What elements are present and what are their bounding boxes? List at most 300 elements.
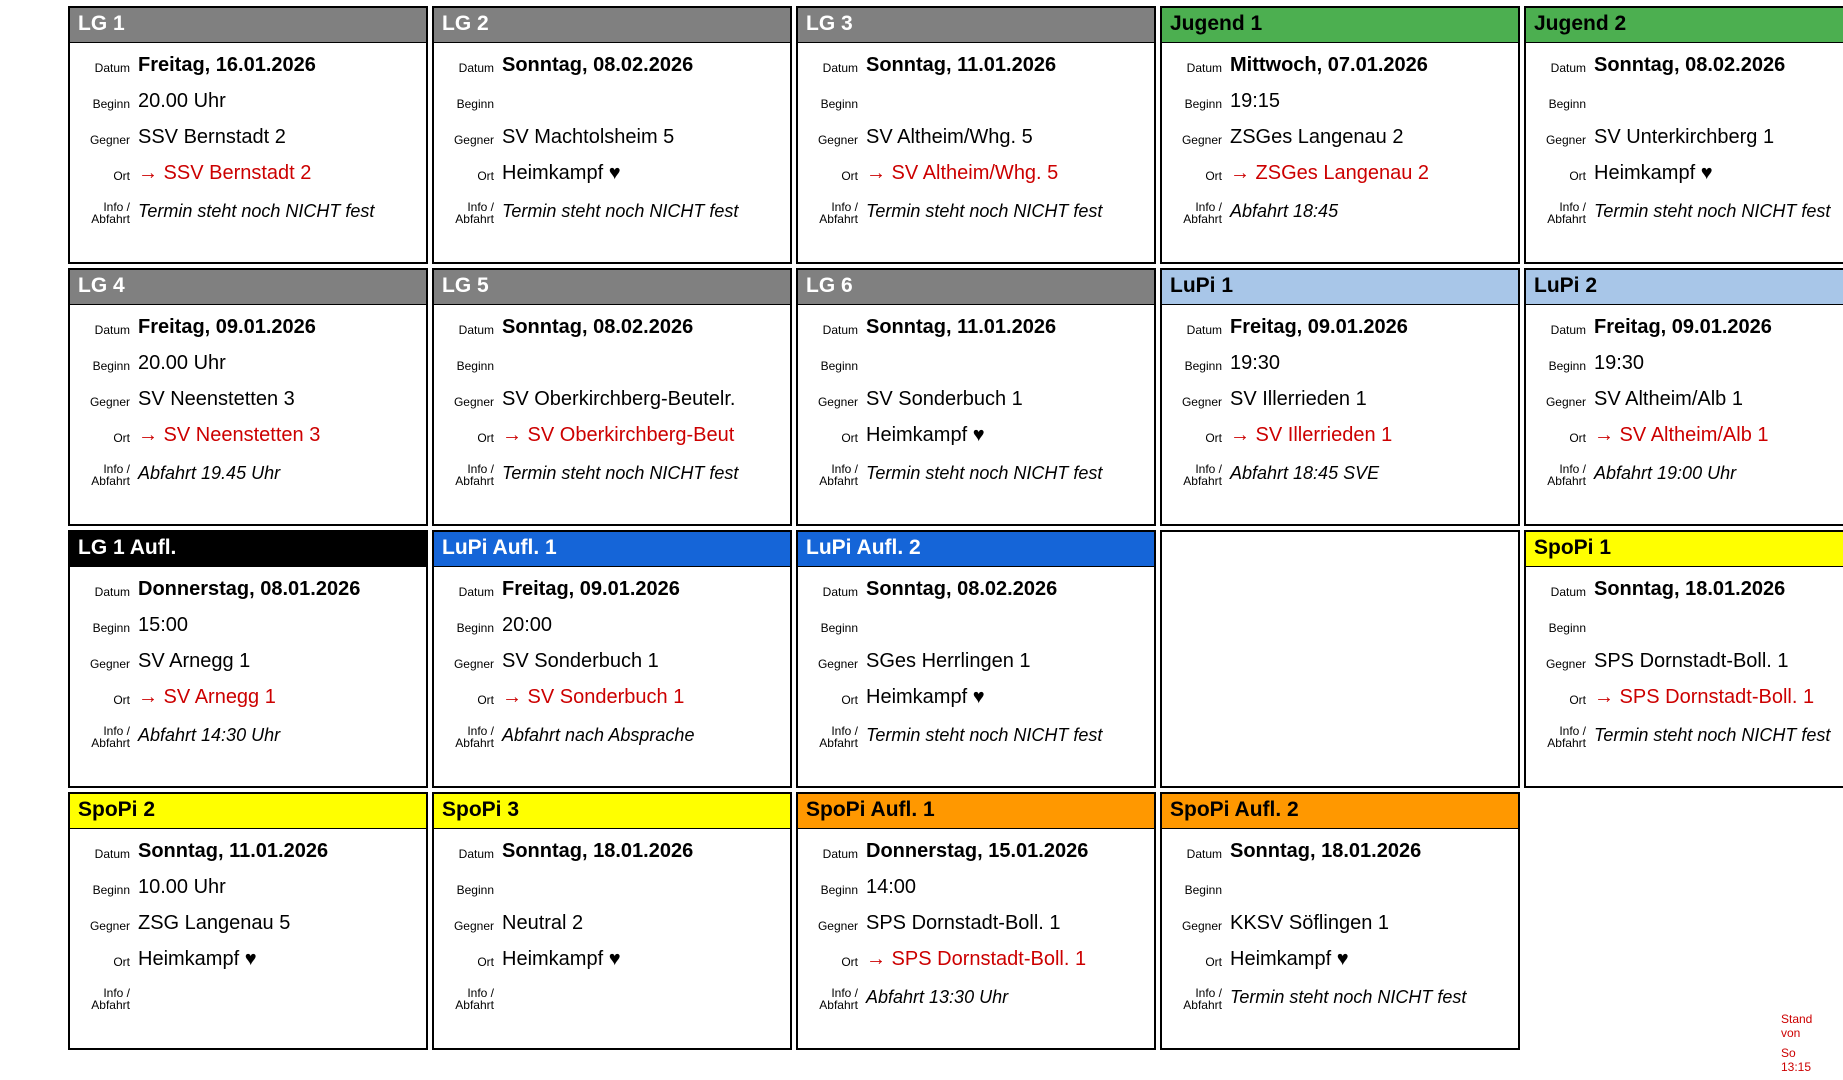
value-info: Termin steht noch NICHT fest bbox=[502, 463, 739, 483]
label-info: Info / bbox=[467, 462, 494, 476]
match-card bbox=[432, 530, 792, 788]
value-gegner: SPS Dornstadt-Boll. 1 bbox=[1594, 650, 1789, 672]
value-gegner: ZSGes Langenau 2 bbox=[1230, 126, 1404, 148]
value-gegner: SV Arnegg 1 bbox=[138, 650, 251, 672]
label-gegner: Gegner bbox=[453, 919, 494, 933]
label-info-abfahrt bbox=[798, 187, 864, 225]
label-abfahrt: Abfahrt bbox=[1183, 998, 1222, 1012]
field-row-beginn bbox=[798, 865, 1154, 901]
field-row-datum bbox=[798, 567, 1154, 603]
value-datum: Donnerstag, 08.01.2026 bbox=[138, 578, 361, 600]
value-datum: Mittwoch, 07.01.2026 bbox=[1230, 54, 1428, 76]
value-beginn bbox=[864, 375, 1154, 377]
field-row-info bbox=[798, 187, 1154, 233]
value-datum: Freitag, 09.01.2026 bbox=[1230, 316, 1408, 338]
field-row-ort bbox=[434, 937, 790, 973]
field-row-gegner bbox=[798, 901, 1154, 937]
label-info-abfahrt bbox=[70, 449, 136, 487]
label-gegner: Gegner bbox=[89, 657, 130, 671]
label-beginn: Beginn bbox=[820, 621, 858, 635]
field-row-ort bbox=[70, 413, 426, 449]
field-row-gegner bbox=[798, 639, 1154, 675]
label-info: Info / bbox=[1559, 200, 1586, 214]
value-ort: → SV Sonderbuch 1 bbox=[502, 686, 685, 708]
label-abfahrt: Abfahrt bbox=[455, 212, 494, 226]
value-info: Termin steht noch NICHT fest bbox=[866, 725, 1103, 745]
field-row-info bbox=[70, 973, 426, 1019]
value-ort: → SV Arnegg 1 bbox=[138, 686, 276, 708]
label-ort: Ort bbox=[1205, 431, 1222, 445]
value-gegner: SV Altheim/Whg. 5 bbox=[866, 126, 1033, 148]
match-card-title: LG 1 Aufl. bbox=[70, 532, 426, 567]
value-gegner: SV Sonderbuch 1 bbox=[502, 650, 659, 672]
value-info: Termin steht noch NICHT fest bbox=[1230, 987, 1467, 1007]
field-row-info bbox=[798, 711, 1154, 757]
field-row-info bbox=[1526, 187, 1843, 233]
match-card-title: LuPi 2 bbox=[1526, 270, 1843, 305]
value-ort: → SV Altheim/Alb 1 bbox=[1594, 424, 1769, 446]
label-gegner: Gegner bbox=[817, 657, 858, 671]
value-datum: Donnerstag, 15.01.2026 bbox=[866, 840, 1089, 862]
stand-line-4: 13:15 bbox=[1781, 1060, 1812, 1074]
value-ort: → SV Illerrieden 1 bbox=[1230, 424, 1393, 446]
value-gegner: SV Neenstetten 3 bbox=[138, 388, 295, 410]
field-row-beginn bbox=[798, 603, 1154, 639]
match-card-fields bbox=[798, 305, 1154, 495]
field-row-gegner bbox=[1162, 901, 1518, 937]
match-card bbox=[68, 268, 428, 526]
value-info bbox=[500, 973, 790, 987]
field-row-datum bbox=[798, 43, 1154, 79]
label-datum: Datum bbox=[458, 61, 494, 75]
label-ort: Ort bbox=[1569, 693, 1586, 707]
match-card-fields bbox=[1526, 305, 1843, 495]
field-row-gegner bbox=[1526, 115, 1843, 151]
match-card bbox=[1160, 6, 1520, 264]
schedule-grid bbox=[68, 6, 1843, 1050]
label-abfahrt: Abfahrt bbox=[1183, 474, 1222, 488]
value-ort: Heimkampf ♥ bbox=[866, 424, 985, 446]
field-row-ort bbox=[798, 675, 1154, 711]
label-ort: Ort bbox=[477, 431, 494, 445]
value-beginn: 20.00 Uhr bbox=[138, 90, 226, 112]
value-gegner: SV Unterkirchberg 1 bbox=[1594, 126, 1775, 148]
label-ort: Ort bbox=[113, 955, 130, 969]
label-abfahrt: Abfahrt bbox=[819, 212, 858, 226]
label-datum: Datum bbox=[1550, 61, 1586, 75]
label-ort: Ort bbox=[841, 169, 858, 183]
label-beginn: Beginn bbox=[1184, 97, 1222, 111]
label-info: Info / bbox=[103, 986, 130, 1000]
field-row-info bbox=[434, 973, 790, 1019]
value-datum: Freitag, 09.01.2026 bbox=[138, 316, 316, 338]
field-row-info bbox=[70, 187, 426, 233]
label-info: Info / bbox=[1559, 462, 1586, 476]
label-info: Info / bbox=[831, 724, 858, 738]
value-beginn bbox=[864, 113, 1154, 115]
value-ort: Heimkampf ♥ bbox=[1230, 948, 1349, 970]
label-beginn: Beginn bbox=[820, 883, 858, 897]
field-row-info bbox=[1162, 187, 1518, 233]
label-datum: Datum bbox=[1186, 61, 1222, 75]
value-gegner: SSV Bernstadt 2 bbox=[138, 126, 286, 148]
label-info-abfahrt bbox=[1526, 187, 1592, 225]
value-datum: Freitag, 09.01.2026 bbox=[1594, 316, 1772, 338]
match-card-title: LuPi Aufl. 1 bbox=[434, 532, 790, 567]
field-row-beginn bbox=[434, 603, 790, 639]
stand-line-2: von bbox=[1781, 1026, 1801, 1040]
field-row-beginn bbox=[70, 341, 426, 377]
label-info-abfahrt bbox=[798, 449, 864, 487]
label-beginn: Beginn bbox=[92, 97, 130, 111]
label-gegner: Gegner bbox=[89, 133, 130, 147]
match-card-fields bbox=[1162, 305, 1518, 495]
label-datum: Datum bbox=[458, 847, 494, 861]
value-datum: Sonntag, 18.01.2026 bbox=[502, 840, 694, 862]
label-gegner: Gegner bbox=[1545, 133, 1586, 147]
match-card bbox=[1524, 268, 1843, 526]
value-beginn: 19:15 bbox=[1230, 90, 1281, 112]
value-datum: Sonntag, 11.01.2026 bbox=[138, 840, 329, 862]
field-row-beginn bbox=[1526, 341, 1843, 377]
label-datum: Datum bbox=[458, 323, 494, 337]
label-beginn: Beginn bbox=[456, 359, 494, 373]
field-row-beginn bbox=[1162, 79, 1518, 115]
field-row-datum bbox=[70, 829, 426, 865]
field-row-ort bbox=[434, 413, 790, 449]
label-abfahrt: Abfahrt bbox=[1547, 474, 1586, 488]
match-card-title: LG 4 bbox=[70, 270, 426, 305]
label-gegner: Gegner bbox=[1545, 657, 1586, 671]
match-card-title: LG 6 bbox=[798, 270, 1154, 305]
value-beginn: 10.00 Uhr bbox=[138, 876, 226, 898]
value-ort: → SSV Bernstadt 2 bbox=[138, 162, 312, 184]
label-info-abfahrt bbox=[70, 973, 136, 1011]
value-gegner: SV Altheim/Alb 1 bbox=[1594, 388, 1743, 410]
field-row-gegner bbox=[1162, 377, 1518, 413]
match-card bbox=[796, 268, 1156, 526]
label-ort: Ort bbox=[477, 169, 494, 183]
value-datum: Sonntag, 18.01.2026 bbox=[1594, 578, 1786, 600]
value-info: Abfahrt 19.45 Uhr bbox=[138, 463, 281, 483]
field-row-datum bbox=[798, 829, 1154, 865]
label-info-abfahrt bbox=[434, 187, 500, 225]
field-row-ort bbox=[1162, 937, 1518, 973]
label-info-abfahrt bbox=[798, 973, 864, 1011]
value-ort: → SV Oberkirchberg-Beut bbox=[502, 424, 735, 446]
value-datum: Sonntag, 08.02.2026 bbox=[502, 54, 694, 76]
field-row-gegner bbox=[434, 639, 790, 675]
label-info: Info / bbox=[831, 462, 858, 476]
field-row-info bbox=[434, 711, 790, 757]
label-gegner: Gegner bbox=[1181, 133, 1222, 147]
field-row-gegner bbox=[434, 115, 790, 151]
field-row-info bbox=[70, 449, 426, 495]
field-row-info bbox=[1526, 449, 1843, 495]
match-card-fields bbox=[70, 43, 426, 233]
value-info: Abfahrt nach Absprache bbox=[502, 725, 695, 745]
match-card bbox=[1524, 6, 1843, 264]
value-ort: → SPS Dornstadt-Boll. 1 bbox=[866, 948, 1087, 970]
label-info: Info / bbox=[467, 986, 494, 1000]
label-ort: Ort bbox=[1569, 169, 1586, 183]
match-card bbox=[68, 530, 428, 788]
stand-line-1: Stand bbox=[1781, 1012, 1813, 1026]
label-info-abfahrt bbox=[1162, 973, 1228, 1011]
value-gegner: SV Illerrieden 1 bbox=[1230, 388, 1367, 410]
label-datum: Datum bbox=[1186, 323, 1222, 337]
label-beginn: Beginn bbox=[820, 97, 858, 111]
field-row-beginn bbox=[70, 79, 426, 115]
value-beginn bbox=[1228, 899, 1518, 901]
field-row-gegner bbox=[70, 639, 426, 675]
value-ort: Heimkampf ♥ bbox=[1594, 162, 1713, 184]
value-gegner: Neutral 2 bbox=[502, 912, 584, 934]
label-gegner: Gegner bbox=[1545, 395, 1586, 409]
match-card-title: SpoPi 3 bbox=[434, 794, 790, 829]
match-card bbox=[68, 792, 428, 1050]
match-card bbox=[432, 6, 792, 264]
label-datum: Datum bbox=[822, 61, 858, 75]
label-info: Info / bbox=[831, 200, 858, 214]
field-row-beginn bbox=[1162, 341, 1518, 377]
label-info-abfahrt bbox=[1526, 449, 1592, 487]
label-info-abfahrt bbox=[1162, 449, 1228, 487]
label-ort: Ort bbox=[113, 169, 130, 183]
match-card-title: SpoPi 2 bbox=[70, 794, 426, 829]
label-datum: Datum bbox=[458, 585, 494, 599]
match-card-empty bbox=[1160, 530, 1520, 788]
label-datum: Datum bbox=[94, 323, 130, 337]
field-row-beginn bbox=[798, 79, 1154, 115]
label-datum: Datum bbox=[822, 847, 858, 861]
label-info-abfahrt bbox=[70, 711, 136, 749]
field-row-datum bbox=[434, 43, 790, 79]
value-info: Termin steht noch NICHT fest bbox=[502, 201, 739, 221]
label-ort: Ort bbox=[841, 431, 858, 445]
match-card-fields bbox=[434, 829, 790, 1019]
label-beginn: Beginn bbox=[820, 359, 858, 373]
label-abfahrt: Abfahrt bbox=[1547, 212, 1586, 226]
match-card-title: Jugend 2 bbox=[1526, 8, 1843, 43]
label-ort: Ort bbox=[1205, 955, 1222, 969]
label-ort: Ort bbox=[841, 693, 858, 707]
value-ort: Heimkampf ♥ bbox=[866, 686, 985, 708]
match-card bbox=[796, 530, 1156, 788]
label-abfahrt: Abfahrt bbox=[455, 474, 494, 488]
value-info bbox=[136, 973, 426, 987]
label-info: Info / bbox=[103, 724, 130, 738]
field-row-gegner bbox=[1162, 115, 1518, 151]
label-ort: Ort bbox=[113, 431, 130, 445]
field-row-beginn bbox=[1526, 603, 1843, 639]
label-beginn: Beginn bbox=[92, 359, 130, 373]
label-info-abfahrt bbox=[434, 711, 500, 749]
value-beginn bbox=[500, 375, 790, 377]
label-info: Info / bbox=[103, 462, 130, 476]
field-row-datum bbox=[70, 43, 426, 79]
value-gegner: KKSV Söflingen 1 bbox=[1230, 912, 1389, 934]
match-card-title: LG 2 bbox=[434, 8, 790, 43]
label-info-abfahrt bbox=[434, 973, 500, 1011]
match-card-title: LuPi Aufl. 2 bbox=[798, 532, 1154, 567]
value-beginn bbox=[1592, 637, 1843, 639]
value-datum: Sonntag, 11.01.2026 bbox=[866, 316, 1057, 338]
label-beginn: Beginn bbox=[92, 621, 130, 635]
match-card-fields bbox=[434, 567, 790, 757]
field-row-gegner bbox=[1526, 377, 1843, 413]
field-row-gegner bbox=[798, 115, 1154, 151]
value-datum: Freitag, 09.01.2026 bbox=[502, 578, 680, 600]
value-gegner: SV Sonderbuch 1 bbox=[866, 388, 1023, 410]
label-beginn: Beginn bbox=[456, 883, 494, 897]
field-row-datum bbox=[1162, 305, 1518, 341]
field-row-info bbox=[1526, 711, 1843, 757]
field-row-ort bbox=[434, 151, 790, 187]
label-abfahrt: Abfahrt bbox=[819, 736, 858, 750]
match-card-fields bbox=[70, 829, 426, 1019]
label-info-abfahrt bbox=[1526, 711, 1592, 749]
value-info: Termin steht noch NICHT fest bbox=[866, 463, 1103, 483]
value-ort: → ZSGes Langenau 2 bbox=[1230, 162, 1430, 184]
field-row-ort bbox=[798, 413, 1154, 449]
match-card-title: LG 5 bbox=[434, 270, 790, 305]
match-card-title: LuPi 1 bbox=[1162, 270, 1518, 305]
value-ort: Heimkampf ♥ bbox=[138, 948, 257, 970]
label-gegner: Gegner bbox=[89, 395, 130, 409]
field-row-gegner bbox=[798, 377, 1154, 413]
field-row-ort bbox=[70, 675, 426, 711]
match-card bbox=[796, 6, 1156, 264]
field-row-ort bbox=[1526, 151, 1843, 187]
field-row-datum bbox=[1526, 43, 1843, 79]
match-card bbox=[796, 792, 1156, 1050]
status-stand bbox=[1781, 1012, 1841, 1074]
label-ort: Ort bbox=[113, 693, 130, 707]
match-card-fields bbox=[798, 567, 1154, 757]
value-beginn bbox=[1592, 113, 1843, 115]
label-info: Info / bbox=[831, 986, 858, 1000]
match-card-fields bbox=[1526, 43, 1843, 233]
value-datum: Sonntag, 08.02.2026 bbox=[502, 316, 694, 338]
value-info: Abfahrt 13:30 Uhr bbox=[866, 987, 1009, 1007]
label-beginn: Beginn bbox=[456, 621, 494, 635]
label-beginn: Beginn bbox=[1184, 883, 1222, 897]
field-row-beginn bbox=[798, 341, 1154, 377]
field-row-datum bbox=[434, 305, 790, 341]
match-card-fields bbox=[70, 567, 426, 757]
label-info: Info / bbox=[1195, 462, 1222, 476]
match-card-title: SpoPi 1 bbox=[1526, 532, 1843, 567]
label-abfahrt: Abfahrt bbox=[1547, 736, 1586, 750]
field-row-datum bbox=[70, 567, 426, 603]
label-info: Info / bbox=[467, 724, 494, 738]
match-card-fields bbox=[798, 43, 1154, 233]
field-row-beginn bbox=[70, 865, 426, 901]
value-beginn: 19:30 bbox=[1230, 352, 1281, 374]
label-datum: Datum bbox=[1186, 847, 1222, 861]
value-beginn: 15:00 bbox=[138, 614, 189, 636]
value-info: Abfahrt 19:00 Uhr bbox=[1594, 463, 1737, 483]
label-info: Info / bbox=[1559, 724, 1586, 738]
field-row-ort bbox=[798, 937, 1154, 973]
label-gegner: Gegner bbox=[453, 657, 494, 671]
field-row-gegner bbox=[70, 377, 426, 413]
value-gegner: SPS Dornstadt-Boll. 1 bbox=[866, 912, 1061, 934]
label-abfahrt: Abfahrt bbox=[1183, 212, 1222, 226]
field-row-info bbox=[70, 711, 426, 757]
label-beginn: Beginn bbox=[1548, 97, 1586, 111]
match-card-fields bbox=[1526, 567, 1843, 757]
field-row-datum bbox=[434, 567, 790, 603]
value-beginn bbox=[864, 637, 1154, 639]
label-info-abfahrt bbox=[1162, 187, 1228, 225]
field-row-ort bbox=[1526, 675, 1843, 711]
label-info-abfahrt bbox=[798, 711, 864, 749]
label-abfahrt: Abfahrt bbox=[91, 998, 130, 1012]
label-beginn: Beginn bbox=[92, 883, 130, 897]
field-row-beginn bbox=[70, 603, 426, 639]
value-info: Termin steht noch NICHT fest bbox=[1594, 201, 1831, 221]
match-card-title: LG 3 bbox=[798, 8, 1154, 43]
value-ort: → SPS Dornstadt-Boll. 1 bbox=[1594, 686, 1815, 708]
field-row-gegner bbox=[434, 377, 790, 413]
label-abfahrt: Abfahrt bbox=[819, 998, 858, 1012]
match-card-title: Jugend 1 bbox=[1162, 8, 1518, 43]
label-beginn: Beginn bbox=[456, 97, 494, 111]
label-abfahrt: Abfahrt bbox=[455, 736, 494, 750]
value-ort: → SV Neenstetten 3 bbox=[138, 424, 321, 446]
value-beginn bbox=[500, 899, 790, 901]
value-info: Termin steht noch NICHT fest bbox=[1594, 725, 1831, 745]
field-row-gegner bbox=[70, 901, 426, 937]
field-row-beginn bbox=[434, 79, 790, 115]
match-card bbox=[1160, 268, 1520, 526]
label-info-abfahrt bbox=[434, 449, 500, 487]
value-info: Abfahrt 18:45 SVE bbox=[1230, 463, 1380, 483]
value-ort: Heimkampf ♥ bbox=[502, 162, 621, 184]
label-abfahrt: Abfahrt bbox=[91, 212, 130, 226]
field-row-datum bbox=[1162, 43, 1518, 79]
label-ort: Ort bbox=[841, 955, 858, 969]
value-beginn: 14:00 bbox=[866, 876, 917, 898]
field-row-beginn bbox=[434, 341, 790, 377]
field-row-info bbox=[798, 973, 1154, 1019]
label-abfahrt: Abfahrt bbox=[91, 736, 130, 750]
field-row-ort bbox=[1526, 413, 1843, 449]
value-beginn bbox=[500, 113, 790, 115]
label-datum: Datum bbox=[822, 585, 858, 599]
label-abfahrt: Abfahrt bbox=[91, 474, 130, 488]
match-card-fields bbox=[798, 829, 1154, 1019]
value-datum: Sonntag, 08.02.2026 bbox=[1594, 54, 1786, 76]
field-row-ort bbox=[70, 937, 426, 973]
label-gegner: Gegner bbox=[1181, 919, 1222, 933]
value-gegner: SGes Herrlingen 1 bbox=[866, 650, 1031, 672]
field-row-ort bbox=[70, 151, 426, 187]
match-card-fields bbox=[434, 43, 790, 233]
label-gegner: Gegner bbox=[817, 133, 858, 147]
label-beginn: Beginn bbox=[1548, 359, 1586, 373]
field-row-gegner bbox=[70, 115, 426, 151]
field-row-gegner bbox=[434, 901, 790, 937]
value-info: Termin steht noch NICHT fest bbox=[138, 201, 375, 221]
match-card bbox=[432, 792, 792, 1050]
match-card-fields bbox=[70, 305, 426, 495]
label-gegner: Gegner bbox=[89, 919, 130, 933]
field-row-info bbox=[798, 449, 1154, 495]
field-row-ort bbox=[1162, 413, 1518, 449]
